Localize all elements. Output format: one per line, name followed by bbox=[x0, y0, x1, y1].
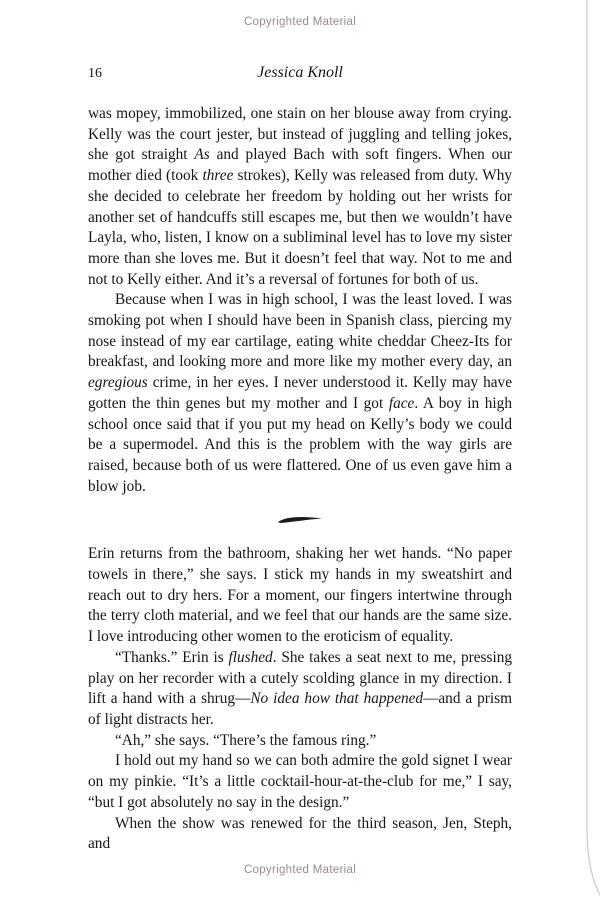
page-header bbox=[88, 64, 512, 86]
divider-stroke-icon bbox=[277, 514, 323, 526]
paragraph: I hold out my hand so we can both admire the gold signet I wear on my pinkie. “It’s a little cocktail-hour-at-the-club for me,” I say, “but I got absolutely no say in the design.” bbox=[88, 752, 512, 811]
paragraph: “Ah,” she says. “There’s the famous ring.” bbox=[115, 731, 377, 749]
paragraph: When the show was renewed for the third season, Jen, Steph, and bbox=[88, 814, 512, 853]
text-section-2 bbox=[88, 544, 512, 855]
body-text bbox=[88, 104, 512, 855]
paragraph: Because when I was in high school, I was the least loved. I was smoking pot when I should have been in Spanish class, piercing my nose instead of my ear cartilage, eating white cheddar Cheez-Its for breakfast, and looking more and more like my mother every day, an egregious crime, in her eyes. I never understood it. Kelly may have gotten the thin genes but my mother and I got face. A boy in high school once said that if you put my head on Kelly’s body we could be a supermodel. And this is the problem with the way girls are raised, because both of us were flattered. One of us even gave him a blow job. bbox=[88, 291, 512, 495]
paragraph: was mopey, immobilized, one stain on her blouse away from crying. Kelly was the court jester, but instead of juggling and telling jokes, she got straight As and played Bach with soft fingers. When our mother died (took three strokes), Kelly was released from duty. Why she decided to celebrate her freedom by holding out her wrists for another set of handcuffs still escapes me, but then we wouldn’t have Layla, who, listen, I know on a subliminal level has to love my sister more than she loves me. But it doesn’t feel that way. Not to me and not to Kelly either. And it’s a reversal of fortunes for both of us. bbox=[88, 105, 513, 288]
text-section-1 bbox=[88, 104, 512, 497]
paragraph: Erin returns from the bathroom, shaking her wet hands. “No paper towels in there,” she says. I stick my hands in my sweatshirt and reach out to dry hers. For a moment, our fingers intertwine through the terry cloth material, and we feel that our hands are the same size. I love introducing other women to the eroticism of equality. bbox=[88, 545, 512, 646]
paragraph: “Thanks.” Erin is flushed. She takes a seat next to me, pressing play on her recorder with a cutely scolding glance in my direction. I lift a hand with a shrug—No idea how that happened—and a prism of light distracts her. bbox=[88, 648, 512, 728]
copyright-notice-top: Copyrighted Material bbox=[243, 16, 357, 28]
section-divider bbox=[88, 514, 512, 526]
page-number: 16 bbox=[88, 66, 102, 81]
copyright-notice-bottom: Copyrighted Material bbox=[243, 864, 357, 876]
running-header: Jessica Knoll bbox=[257, 64, 343, 81]
page-edge-line bbox=[560, 0, 600, 900]
